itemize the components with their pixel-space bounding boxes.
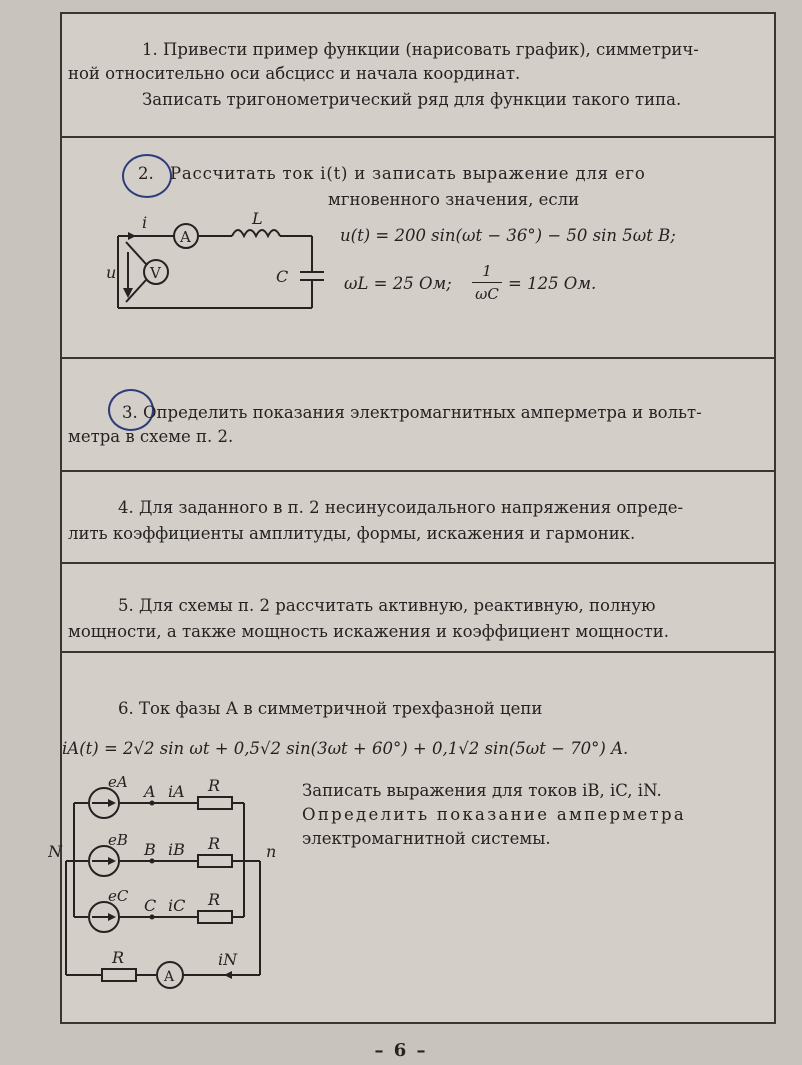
task-5 bbox=[62, 564, 774, 653]
task-3 bbox=[62, 359, 774, 472]
task-2-number: 2. bbox=[138, 164, 154, 183]
fraction-numerator: 1 bbox=[472, 260, 502, 283]
label-node-c: C bbox=[144, 896, 157, 915]
label-ia: iA bbox=[168, 782, 185, 801]
task-1 bbox=[62, 14, 774, 138]
label-eb: eB bbox=[108, 831, 128, 849]
label-ammeter: A bbox=[164, 969, 175, 985]
task-4-line-2: лить коэффициенты амплитуды, формы, искажения и гармоник. bbox=[68, 524, 636, 543]
label-ib: iB bbox=[168, 840, 185, 859]
task-2 bbox=[62, 138, 774, 359]
task-6-text-1: Записать выражения для токов iB, iC, iN. bbox=[302, 781, 662, 800]
task-2-formula-wl: ωL = 25 Ом; bbox=[344, 274, 452, 293]
label-voltmeter: V bbox=[150, 264, 161, 282]
task-6 bbox=[48, 653, 774, 1024]
task-4-line-1: 4. Для заданного в п. 2 несинусоидального напряжения опреде- bbox=[118, 498, 684, 517]
task-6-formula: iA(t) = 2√2 sin ωt + 0,5√2 sin(3ωt + 60°) + 0,1√2 sin(5ωt − 70°) A. bbox=[62, 739, 629, 758]
label-r-n: R bbox=[112, 948, 125, 967]
task-6-text-3: электромагнитной системы. bbox=[302, 829, 551, 848]
task-2-formula-u: u(t) = 200 sin(ωt − 36°) − 50 sin 5ωt B; bbox=[340, 226, 676, 245]
label-node-a: A bbox=[144, 782, 156, 801]
label-voltage-u: u bbox=[106, 263, 117, 282]
fraction bbox=[472, 260, 502, 305]
task-5-line-1: 5. Для схемы п. 2 рассчитать активную, реактивную, полную bbox=[118, 596, 656, 615]
label-node-b: B bbox=[144, 840, 156, 859]
task-3-line-1: 3. Определить показания электромагнитных амперметра и вольт- bbox=[122, 403, 702, 422]
task-5-line-2: мощности, а также мощность искажения и коэффициент мощности. bbox=[68, 622, 670, 641]
label-ic: iC bbox=[168, 896, 186, 915]
label-capacitor-c: C bbox=[276, 267, 289, 286]
label-inductor-l: L bbox=[252, 209, 263, 228]
label-r-c: R bbox=[208, 890, 221, 909]
task-3-line-2: метра в схеме п. 2. bbox=[68, 427, 234, 446]
task-4 bbox=[62, 472, 774, 564]
task-6-line-1: 6. Ток фазы А в симметричной трехфазной цепи bbox=[118, 699, 543, 718]
task-2-line-2: мгновенного значения, если bbox=[328, 190, 580, 209]
task-2-line-1: Рассчитать ток i(t) и записать выражение для его bbox=[170, 164, 646, 183]
task-2-formula-c: = 125 Ом. bbox=[508, 274, 597, 293]
label-ec: eC bbox=[108, 887, 129, 905]
rlc-circuit-diagram bbox=[106, 196, 326, 320]
task-1-line-2: ной относительно оси абсцисс и начала координат. bbox=[68, 64, 521, 83]
label-current-i: i bbox=[142, 213, 148, 232]
task-1-line-1: 1. Привести пример функции (нарисовать график), симметрич- bbox=[142, 40, 699, 59]
task-6-text-2: Определить показание амперметра bbox=[302, 805, 686, 824]
label-r-b: R bbox=[208, 834, 221, 853]
label-node-n-upper: N bbox=[48, 842, 62, 861]
three-phase-circuit-diagram bbox=[48, 775, 298, 989]
worksheet bbox=[48, 12, 776, 1024]
label-in: iN bbox=[218, 950, 238, 969]
label-ea: eA bbox=[108, 775, 128, 791]
label-ammeter: A bbox=[180, 228, 191, 246]
page-number: – 6 – bbox=[374, 1040, 428, 1061]
task-1-line-3: Записать тригонометрический ряд для функции такого типа. bbox=[142, 90, 682, 109]
fraction-denominator: ωC bbox=[475, 285, 499, 303]
label-r-a: R bbox=[208, 776, 221, 795]
label-node-n-lower: n bbox=[266, 842, 277, 861]
